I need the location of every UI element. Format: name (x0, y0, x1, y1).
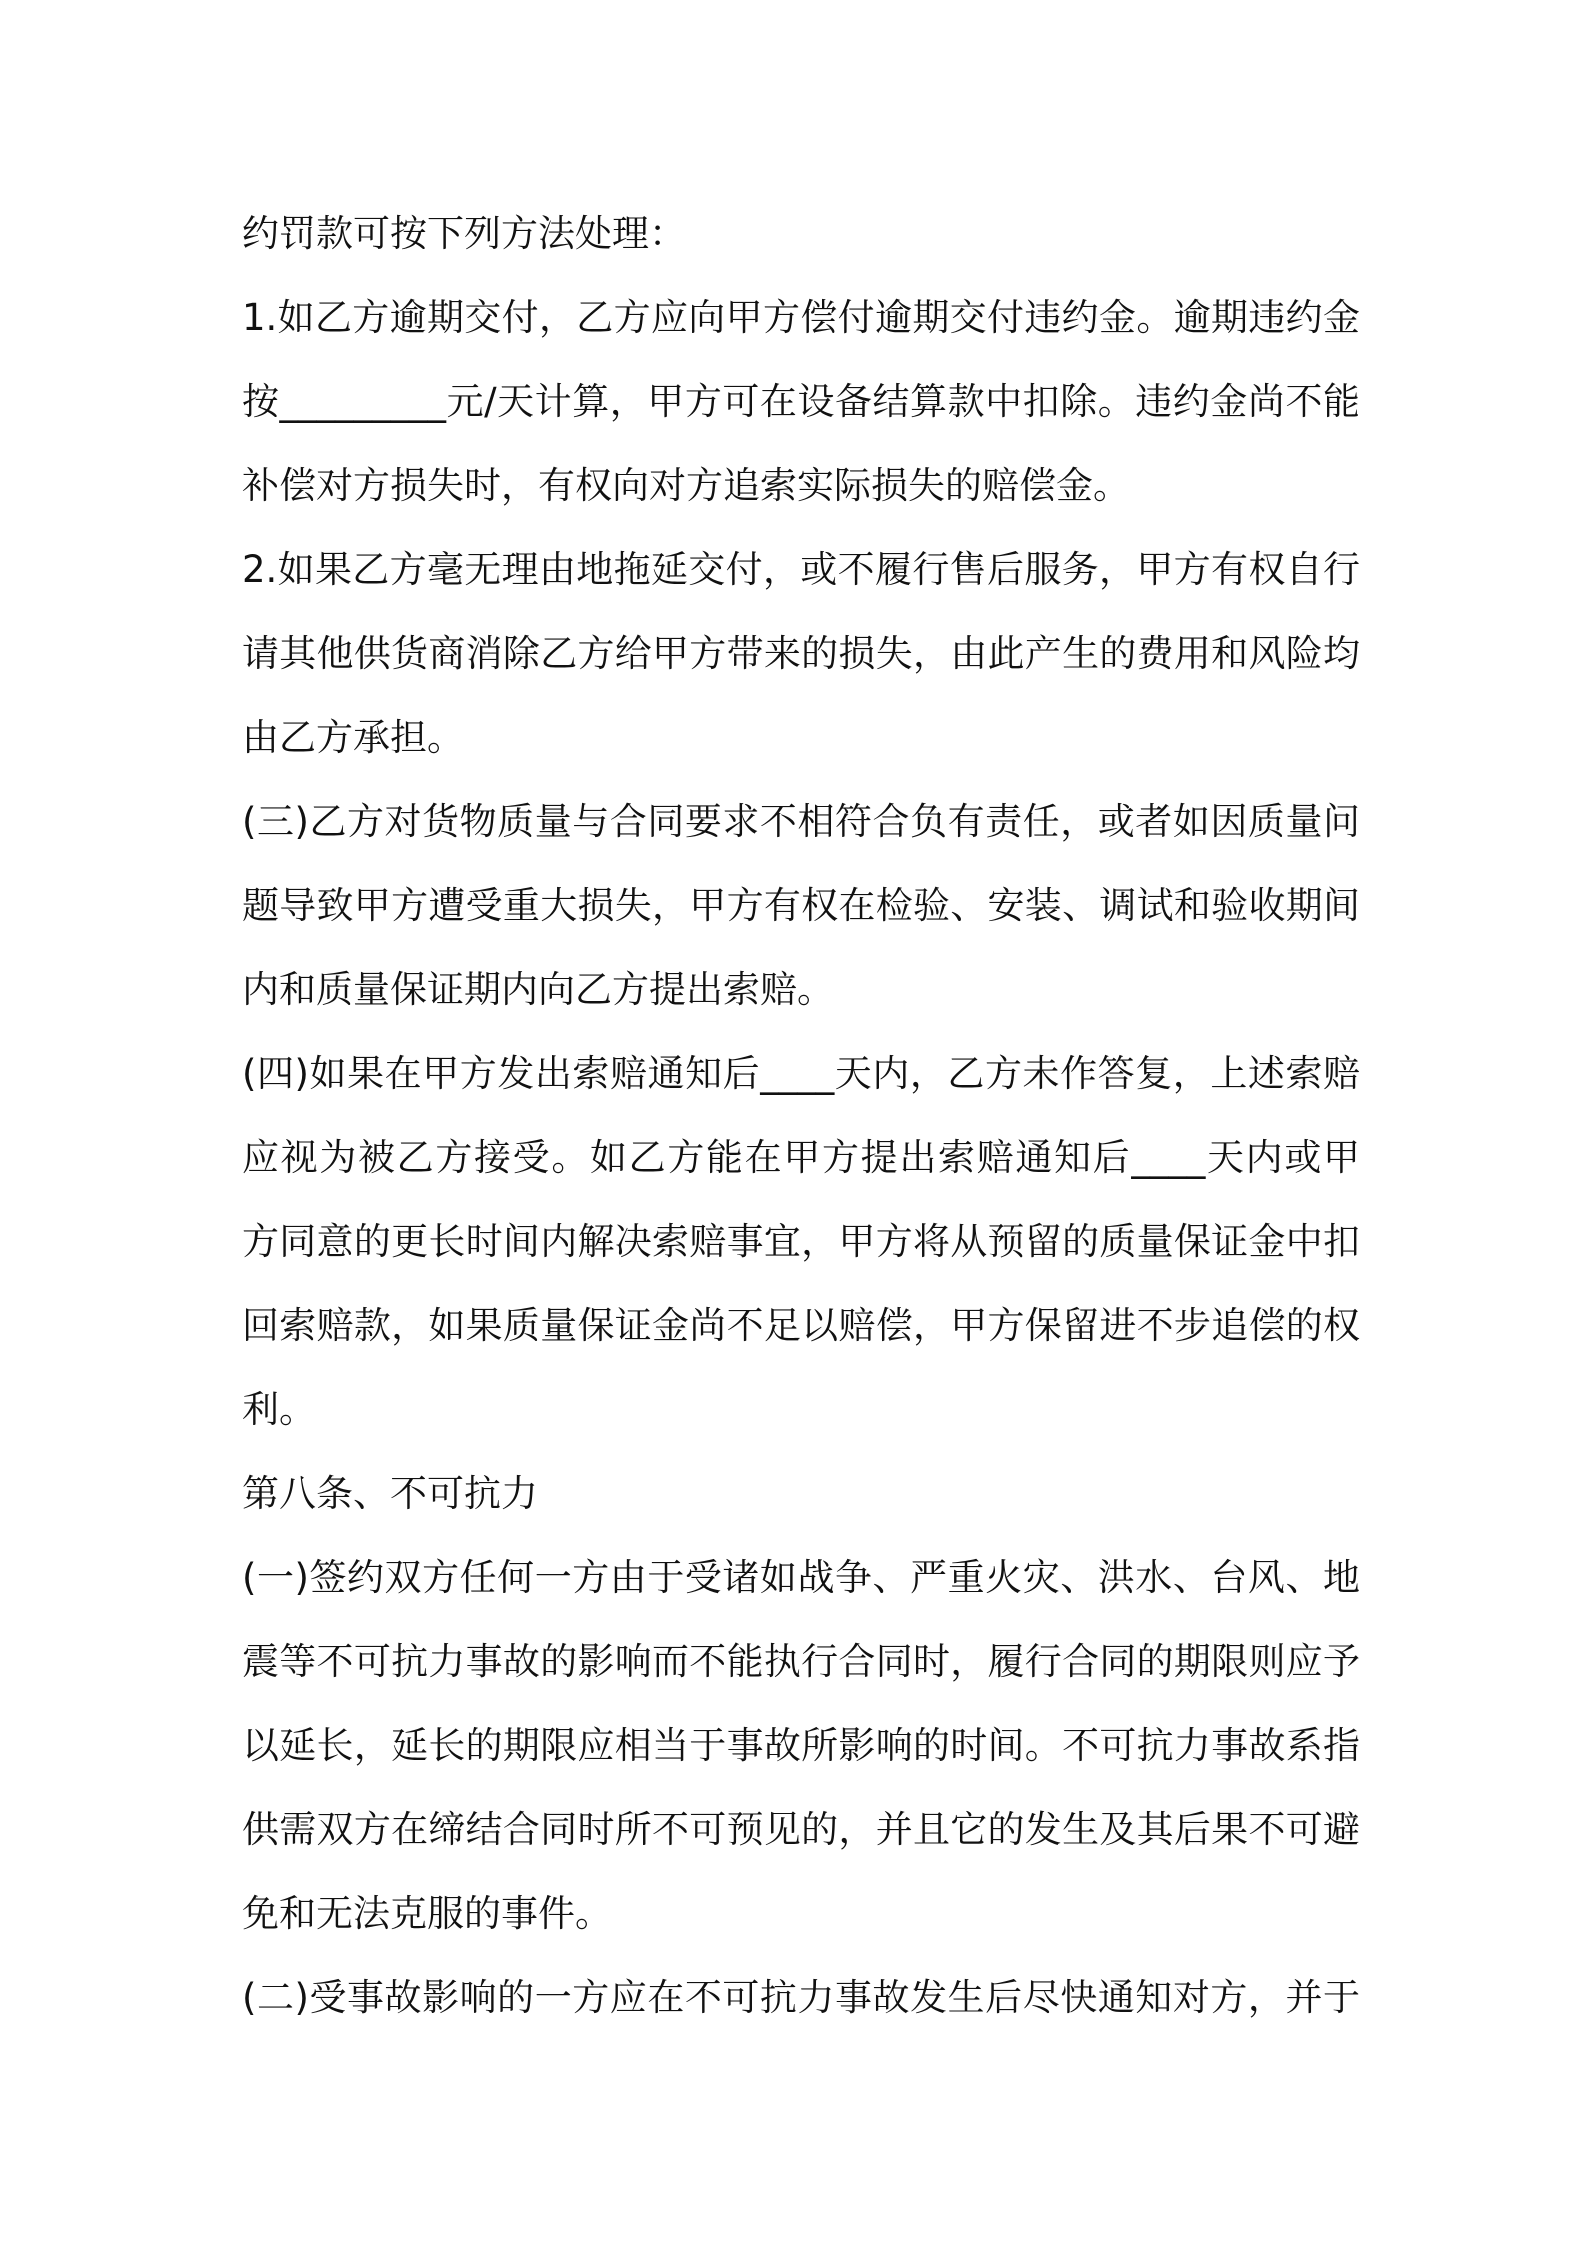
text-line: 请其他供货商消除乙方给甲方带来的损失，由此产生的费用和风险均 (242, 632, 1360, 675)
text-line: 方同意的更长时间内解决索赔事宜，甲方将从预留的质量保证金中扣 (242, 1220, 1360, 1263)
text-line: 补偿对方损失时，有权向对方追索实际损失的赔偿金。 (242, 464, 1130, 507)
text-line: (四)如果在甲方发出索赔通知后____天内，乙方未作答复，上述索赔 (242, 1052, 1360, 1095)
text-line: (三)乙方对货物质量与合同要求不相符合负有责任，或者如因质量问 (242, 800, 1360, 843)
text-line: 以延长，延长的期限应相当于事故所影响的时间。不可抗力事故系指 (242, 1724, 1360, 1767)
text-line: 按_________元/天计算，甲方可在设备结算款中扣除。违约金尚不能 (242, 380, 1360, 423)
text-line: 内和质量保证期内向乙方提出索赔。 (242, 968, 834, 1011)
text-line: (二)受事故影响的一方应在不可抗力事故发生后尽快通知对方，并于 (242, 1976, 1360, 2019)
text-line: 回索赔款，如果质量保证金尚不足以赔偿，甲方保留进不步追偿的权 (242, 1304, 1360, 1347)
text-line: 2.如果乙方毫无理由地拖延交付，或不履行售后服务，甲方有权自行 (242, 548, 1360, 591)
text-line: (一)签约双方任何一方由于受诸如战争、严重火灾、洪水、台风、地 (242, 1556, 1360, 1599)
text-line: 应视为被乙方接受。如乙方能在甲方提出索赔通知后____天内或甲 (242, 1136, 1360, 1179)
text-line: 约罚款可按下列方法处理： (242, 212, 686, 255)
text-line: 1.如乙方逾期交付，乙方应向甲方偿付逾期交付违约金。逾期违约金 (242, 296, 1360, 339)
text-line: 题导致甲方遭受重大损失，甲方有权在检验、安装、调试和验收期间 (242, 884, 1360, 927)
text-line: 供需双方在缔结合同时所不可预见的，并且它的发生及其后果不可避 (242, 1808, 1360, 1851)
text-line: 免和无法克服的事件。 (242, 1892, 612, 1935)
text-line: 由乙方承担。 (242, 716, 464, 759)
text-line: 利。 (242, 1388, 316, 1431)
section-heading: 第八条、不可抗力 (242, 1472, 538, 1515)
text-line: 震等不可抗力事故的影响而不能执行合同时，履行合同的期限则应予 (242, 1640, 1360, 1683)
